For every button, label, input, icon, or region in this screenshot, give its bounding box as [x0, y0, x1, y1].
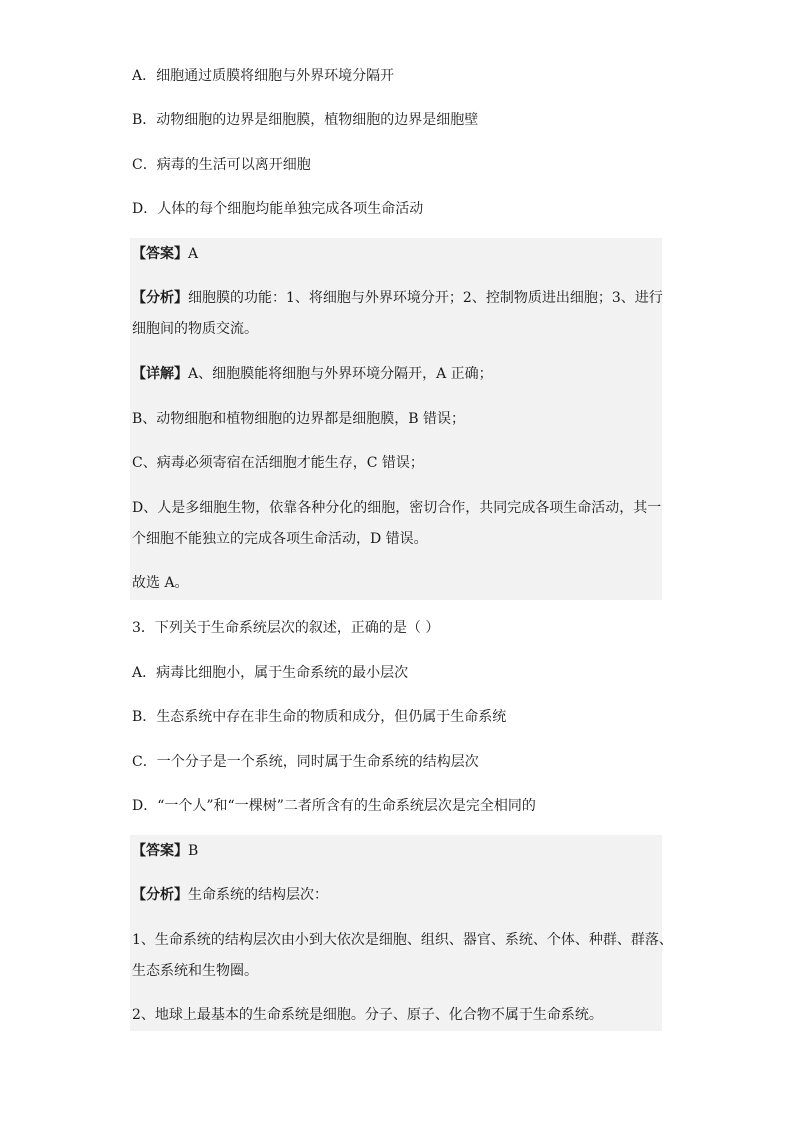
q2-analysis-line2: 细胞间的物质交流。: [132, 321, 258, 337]
q2-answer-tag: 【答案】: [132, 246, 188, 262]
q2-detail-line5: 个细胞不能独立的完成各项生命活动，D 错误。: [132, 531, 428, 547]
q2-conclusion: 故选 A。: [132, 575, 189, 591]
q2-detail-line1: A、细胞膜能将细胞与外界环境分隔开，A 正确；: [188, 366, 493, 382]
q2-analysis-tag: 【分析】: [132, 290, 188, 306]
q2-option-d: D．人体的每个细胞均能单独完成各项生命活动: [132, 201, 424, 217]
q2-detail-line4: D、人是多细胞生物，依靠各种分化的细胞，密切合作，共同完成各项生命活动，其一: [132, 500, 662, 516]
q3-option-b: B．生态系统中存在非生命的物质和成分，但仍属于生命系统: [132, 709, 507, 725]
q2-option-c: C．病毒的生活可以离开细胞: [132, 157, 311, 173]
q3-option-a: A．病毒比细胞小，属于生命系统的最小层次: [132, 665, 409, 681]
q3-analysis-line2: 生态系统和生物圈。: [132, 963, 258, 979]
q3-answer-value: B: [188, 843, 199, 859]
q2-analysis-line1: 细胞膜的功能：1、将细胞与外界环境分开；2、控制物质进出细胞；3、进行: [188, 290, 663, 306]
q3-answer: [132, 841, 198, 861]
q3-stem: 3．下列关于生命系统层次的叙述，正确的是（ ）: [132, 620, 440, 636]
q2-option-a: A．细胞通过质膜将细胞与外界环境分隔开: [132, 68, 395, 84]
q2-detail-line2: B、动物细胞和植物细胞的边界都是细胞膜，B 错误；: [132, 411, 466, 427]
q2-detail: [132, 364, 493, 384]
q2-option-b: B．动物细胞的边界是细胞膜，植物细胞的边界是细胞壁: [132, 112, 479, 128]
q3-analysis-line3: 2、地球上最基本的生命系统是细胞。分子、原子、化合物不属于生命系统。: [132, 1007, 603, 1023]
q2-analysis: [132, 288, 663, 308]
q2-answer-value: A: [188, 246, 199, 262]
q3-analysis-line1: 1、生命系统的结构层次由小到大依次是细胞、组织、器官、系统、个体、种群、群落、: [132, 932, 673, 948]
q3-analysis-tag: 【分析】: [132, 887, 188, 903]
q3-analysis-intro: 生命系统的结构层次：: [188, 887, 328, 903]
q3-option-d: D．“一个人”和“一棵树”二者所含有的生命系统层次是完全相同的: [132, 798, 536, 814]
q2-detail-tag: 【详解】: [132, 366, 188, 382]
q3-option-c: C．一个分子是一个系统，同时属于生命系统的结构层次: [132, 754, 479, 770]
q2-answer: [132, 244, 198, 264]
q3-answer-tag: 【答案】: [132, 843, 188, 859]
q3-analysis: [132, 885, 328, 905]
q2-detail-line3: C、病毒必须寄宿在活细胞才能生存，C 错误；: [132, 455, 424, 471]
